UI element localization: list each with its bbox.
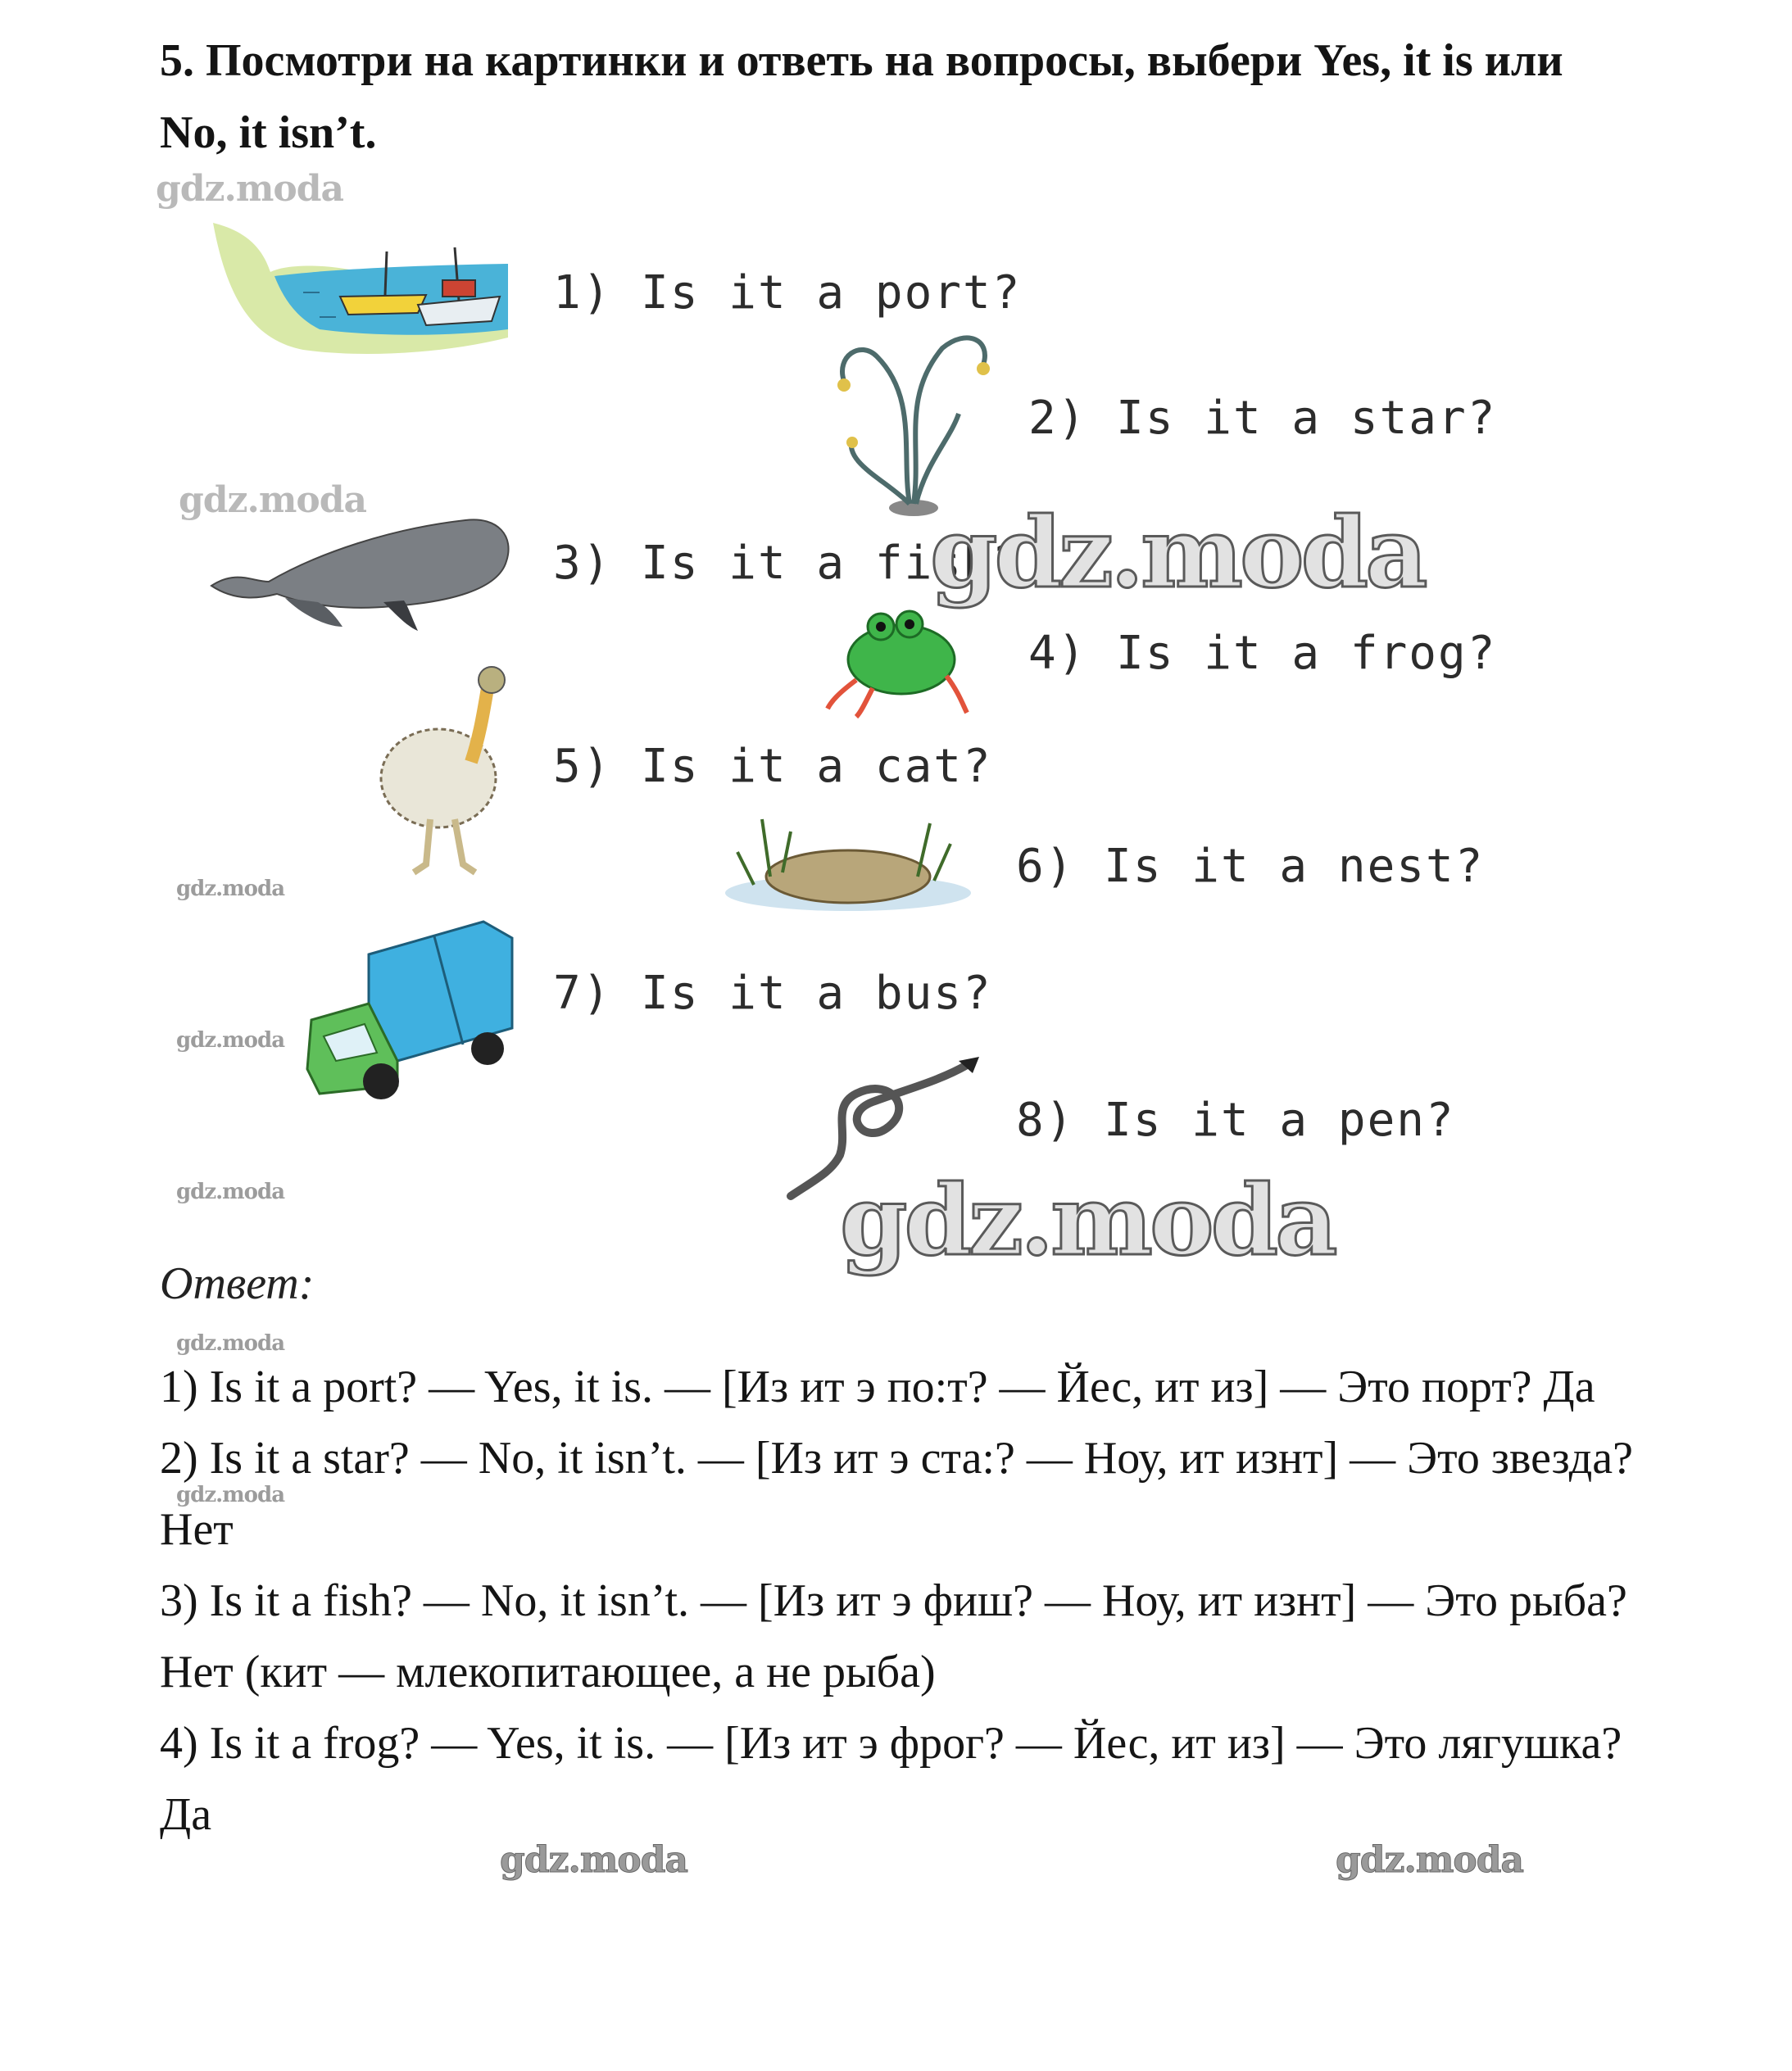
- truck-icon: [303, 913, 516, 1102]
- watermark: gdz.moda: [176, 877, 285, 901]
- whale-icon: [203, 504, 515, 635]
- answer-item: 1) Is it a port? — Yes, it is. — [Из ит э по:т? — Йес, ит из] — Это порт? Да: [160, 1362, 1595, 1412]
- watermark: gdz.moda: [930, 496, 1425, 610]
- watermark: gdz.moda: [176, 1180, 285, 1204]
- watermark: gdz.moda: [176, 1331, 285, 1356]
- watermark: gdz.moda: [179, 479, 367, 521]
- nest-icon: [721, 811, 975, 918]
- question-item: 8) Is it a pen?: [1016, 1094, 1455, 1147]
- question-item: 1) Is it a port?: [553, 266, 1022, 319]
- watermark: gdz.moda: [1336, 1839, 1524, 1881]
- answer-item: 3) Is it a fish? — No, it isn’t. — [Из ит э фиш? — Ноу, ит изнт] — Это рыба? Нет (кит — млекопитающее, а не рыба): [160, 1575, 1627, 1697]
- fountain-icon: [828, 324, 1000, 520]
- frog-icon: [823, 598, 971, 721]
- question-item: 7) Is it a bus?: [553, 967, 992, 1020]
- question-item: 4) Is it a frog?: [1028, 627, 1497, 680]
- watermark: gdz.moda: [176, 1483, 285, 1507]
- answer-list: [160, 1352, 1635, 1851]
- question-item: 6) Is it a nest?: [1016, 840, 1485, 893]
- port-icon: [197, 215, 524, 370]
- task-title: 5. Посмотри на картинки и ответь на вопросы, выбери Yes, it is или No, it isn’t.: [160, 35, 1563, 158]
- answer-item: 2) Is it a star? — No, it isn’t. — [Из ит э ста:? — Ноу, ит изнт] — Это звезда? Нет: [160, 1433, 1633, 1555]
- answer-item: 4) Is it a frog? — Yes, it is. — [Из ит э фрог? — Йес, ит из] — Это лягушка? Да: [160, 1718, 1622, 1840]
- question-item: 3) Is it a fish?: [553, 537, 1022, 590]
- watermark: gdz.moda: [840, 1163, 1335, 1277]
- watermark: gdz.moda: [500, 1839, 688, 1881]
- ostrich-icon: [373, 664, 520, 877]
- answer-label: Ответ:: [160, 1258, 315, 1309]
- watermark: gdz.moda: [176, 1028, 285, 1053]
- watermark: gdz.moda: [156, 168, 344, 210]
- question-item: 2) Is it a star?: [1028, 392, 1497, 445]
- question-item: 5) Is it a cat?: [553, 740, 992, 793]
